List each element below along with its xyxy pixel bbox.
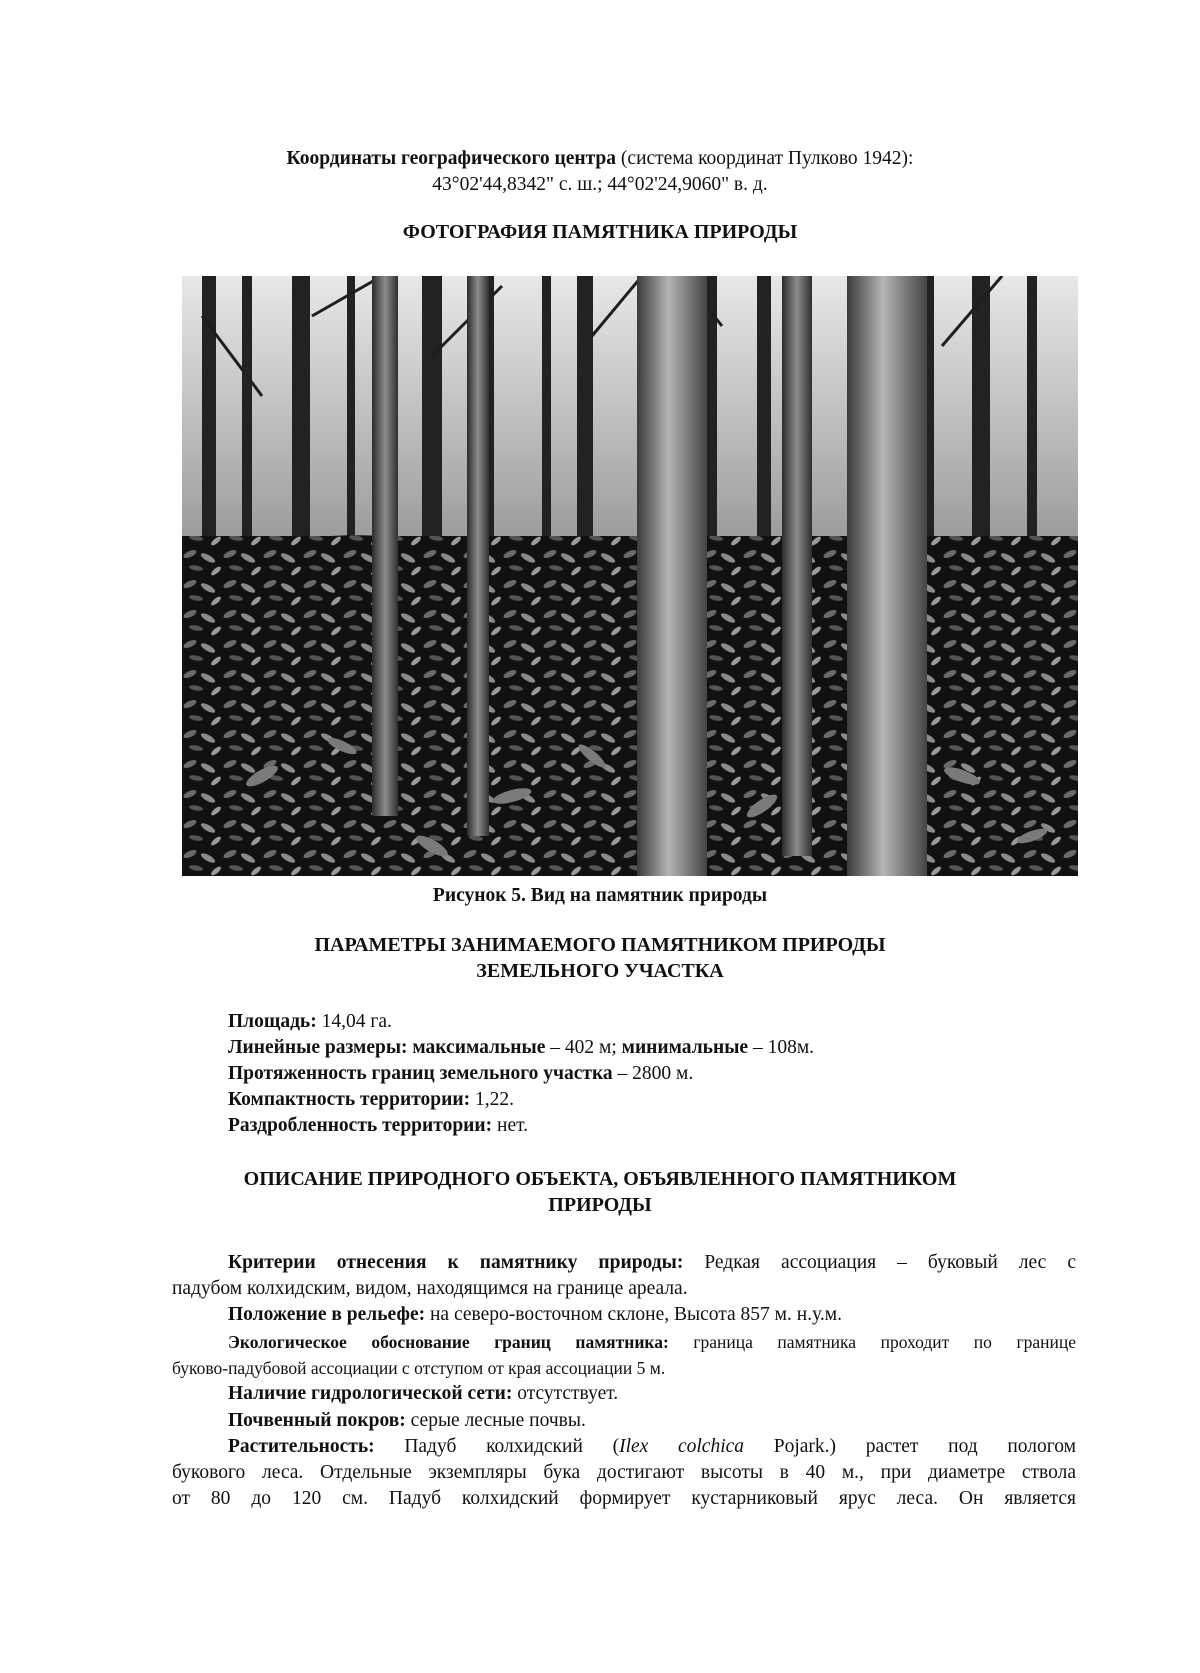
description-heading-line2: ПРИРОДЫ [548, 1194, 652, 1216]
eco-label: Экологическое обоснование границ памятника: [228, 1332, 669, 1352]
param-extent-label: Протяженность границ земельного участка [228, 1063, 613, 1084]
vegetation-line3: от 80 до 120 см. Падуб колхидский формирует кустарниковый ярус леса. Он является [172, 1488, 1076, 1509]
description-heading-line1: ОПИСАНИЕ ПРИРОДНОГО ОБЪЕКТА, ОБЪЯВЛЕННОГО ПАМЯТНИКОМ [243, 1168, 957, 1190]
param-fragmentation-value: нет. [492, 1115, 529, 1136]
parameters-heading-line1: ПАРАМЕТРЫ ЗАНИМАЕМОГО ПАМЯТНИКОМ ПРИРОДЫ [314, 934, 886, 956]
parameters-heading-line2: ЗЕМЕЛЬНОГО УЧАСТКА [476, 960, 724, 982]
eco-line2: буково-падубовой ассоциации с отступом от края ассоциации 5 м. [172, 1358, 666, 1378]
coordinates-line [0, 146, 1200, 172]
soil-text: серые лесные почвы. [405, 1410, 586, 1431]
hydro-label: Наличие гидрологической сети: [228, 1383, 513, 1404]
criteria-text1: Редкая ассоциация – буковый лес с [683, 1252, 1076, 1273]
param-linear-min-label: минимальные [621, 1037, 749, 1058]
photo-heading: ФОТОГРАФИЯ ПАМЯТНИКА ПРИРОДЫ [402, 221, 798, 243]
relief-line [228, 1302, 1076, 1328]
param-linear-max: – 402 м; [545, 1037, 622, 1058]
coordinates-value: 43°02'44,8342" с. ш.; 44°02'24,9060" в. д. [432, 174, 768, 195]
vegetation-label: Растительность: [228, 1436, 375, 1457]
vegetation-latin-name: Ilex colchica [619, 1436, 745, 1457]
coordinates-system: (система координат Пулково 1942): [616, 148, 914, 169]
criteria-label: Критерии отнесения к памятнику природы: [228, 1252, 684, 1273]
parameters-heading [0, 932, 1200, 984]
eco-text1: граница памятника проходит по границе [668, 1332, 1076, 1352]
relief-text: на северо-восточном склоне, Высота 857 м. н.у.м. [425, 1304, 842, 1325]
eco-line1 [228, 1329, 1076, 1355]
hydro-text: отсутствует. [512, 1383, 619, 1404]
vegetation-line2: букового леса. Отдельные экземпляры бука достигают высоты в 40 м., при диаметре ствола [172, 1462, 1076, 1483]
param-compactness-value: 1,22. [470, 1089, 514, 1110]
vegetation-line1 [228, 1434, 1076, 1460]
param-fragmentation [228, 1113, 528, 1139]
param-compactness [228, 1087, 514, 1113]
criteria-line2: падубом колхидским, видом, находящимся на границе ареала. [172, 1278, 688, 1299]
vegetation-text1a: Падуб колхидский ( [374, 1436, 620, 1457]
hydro-line [228, 1381, 1076, 1407]
param-linear-min: – 108м. [748, 1037, 815, 1058]
param-extent-value: – 2800 м. [612, 1063, 694, 1084]
soil-label: Почвенный покров: [228, 1410, 406, 1431]
param-fragmentation-label: Раздробленность территории: [228, 1115, 493, 1136]
figure-caption: Рисунок 5. Вид на памятник природы [432, 885, 768, 906]
vegetation-text1b: Pojark.) растет под пологом [744, 1436, 1076, 1457]
param-extent [228, 1061, 693, 1087]
param-linear-label: Линейные размеры: максимальные [228, 1037, 546, 1058]
relief-label: Положение в рельефе: [228, 1304, 426, 1325]
description-heading [0, 1166, 1200, 1218]
coordinates-label: Координаты географического центра [286, 148, 617, 169]
soil-line [228, 1408, 1076, 1434]
forest-photo [182, 276, 1078, 876]
criteria-line1 [228, 1250, 1076, 1276]
param-area [228, 1009, 392, 1035]
param-area-label: Площадь: [228, 1011, 317, 1032]
param-compactness-label: Компактность территории: [228, 1089, 471, 1110]
param-area-value: 14,04 га. [316, 1011, 392, 1032]
param-linear [228, 1035, 814, 1061]
